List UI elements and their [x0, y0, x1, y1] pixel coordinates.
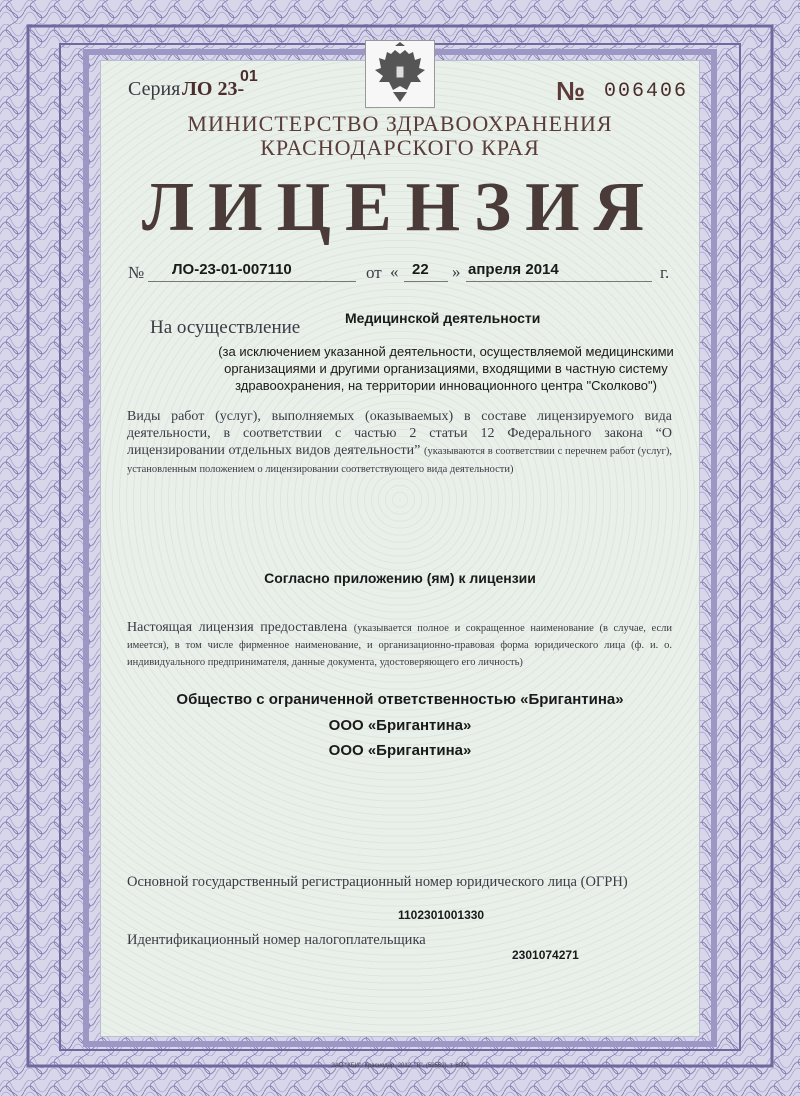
- works-text: Виды работ (услуг), выполняемых (оказываемых) в составе лицензируемого вида деятельности, в соответствии с частью 2 статьи 12 Федерального закона “О лицензировании отдельных видов деятельности”: [127, 409, 672, 458]
- activity-note: (за исключением указанной деятельности, осуществляемой медицинскими организациями и другими организациями, входящими в частную систему здравоохранения, на территории инновационного центра "Сколково"): [218, 344, 674, 393]
- license-day: 22: [412, 261, 429, 278]
- activity-label: На осуществление: [150, 317, 301, 338]
- day-underline: [404, 281, 448, 282]
- organization-full-name: Общество с ограниченной ответственностью «Бригантина»: [176, 691, 624, 708]
- blank-number: 006406: [604, 80, 689, 103]
- year-suffix: г.: [660, 263, 670, 282]
- granted-paragraph: [127, 620, 672, 671]
- appendix-reference: Согласно приложению (ям) к лицензии: [264, 570, 536, 586]
- series-label: Серия: [128, 78, 181, 100]
- from-label: от: [366, 263, 382, 282]
- series-suffix: 01: [240, 68, 258, 85]
- license-month-year: апреля 2014: [468, 261, 559, 278]
- right-quote: »: [452, 262, 461, 281]
- license-number-sign: №: [128, 263, 145, 282]
- double-headed-eagle-emblem-icon: [365, 40, 435, 108]
- organization-brand-name: ООО «Бригантина»: [328, 742, 472, 759]
- works-note: (указываются в соответствии с перечнем работ (услуг), установленным положением о лицензировании соответствующего вида деятельности): [127, 446, 672, 475]
- number-sign: №: [556, 76, 585, 106]
- inn-value: 2301074271: [512, 948, 579, 962]
- granted-text: Настоящая лицензия предоставлена: [127, 620, 348, 635]
- ministry-line-1: МИНИСТЕРСТВО ЗДРАВООХРАНЕНИЯ: [187, 111, 613, 136]
- inn-label: Идентификационный номер налогоплательщика: [127, 932, 426, 948]
- series-value: ЛО 23-: [182, 78, 245, 100]
- document-title: ЛИЦЕНЗИЯ: [141, 169, 659, 246]
- works-paragraph: [127, 408, 672, 478]
- granted-note: (указывается полное и сокращенное наименование (в случае, если имеется), в том числе фирменное наименование, и организационно-правовая форма юридического лица (ф. и. о. индивидуального предпринимателя, данные документа, удостоверяющего его личность): [127, 623, 672, 668]
- ministry-line-2: КРАСНОДАРСКОГО КРАЯ: [260, 135, 540, 160]
- activity-value: Медицинской деятельности: [345, 310, 541, 326]
- printer-imprint: ЗАО "КБИ", Краснодар, 2012, "В", (58562), т. 6000: [331, 1063, 469, 1069]
- ministry-name: [0, 112, 800, 160]
- license-number-underline: [148, 281, 356, 282]
- ogrn-label: Основной государственный регистрационный номер юридического лица (ОГРН): [127, 874, 628, 890]
- license-number: ЛО-23-01-007110: [172, 261, 292, 278]
- left-quote: «: [390, 262, 399, 281]
- organization-short-name: ООО «Бригантина»: [328, 717, 472, 734]
- ogrn-value: 1102301001330: [398, 908, 485, 922]
- month-underline: [466, 281, 652, 282]
